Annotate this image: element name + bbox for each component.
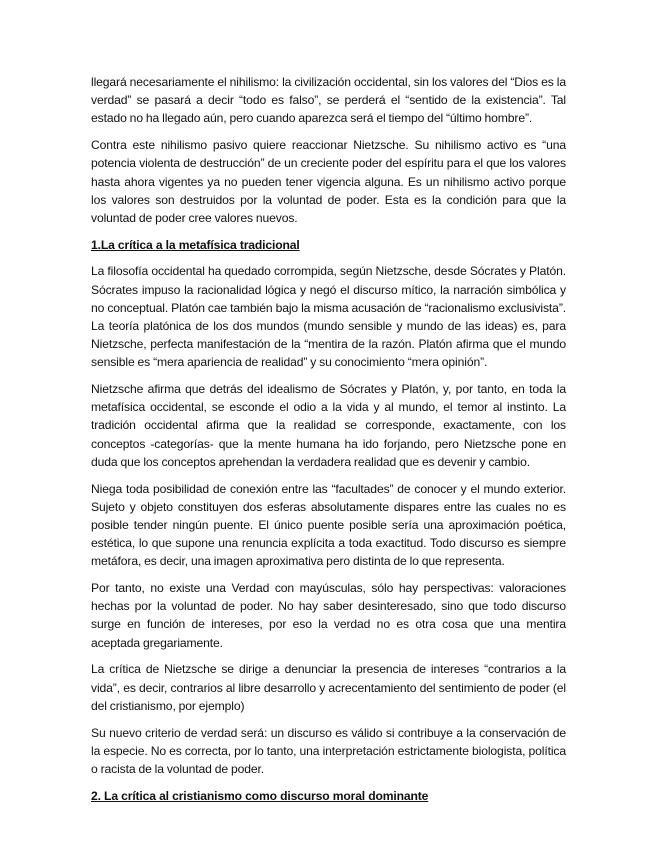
paragraph-perspectives: Por tanto, no existe una Verdad con mayúsculas, sólo hay perspectivas: valoraciones hechas por la voluntad de poder. No hay saber desinteresado, sino que todo discurso surge en función de intereses, por eso la verdad no es otra cosa que una mentira aceptada gregariamente. bbox=[91, 581, 566, 650]
paragraph-nihilism-intro: llegará necesariamente el nihilismo: la civilización occidental, sin los valores del “Dios es la verdad” se pasará a decir “todo es falso”, se perderá el “sentido de la existencia”. Tal estado no ha llegado aún, pero cuando aparezca será el tiempo del “último hombre”. bbox=[91, 75, 566, 126]
paragraph-idealism: Nietzsche afirma que detrás del idealismo de Sócrates y Platón, y, por tanto, en toda la metafísica occidental, se esconde el odio a la vida y al mundo, el temor al instinto. La tradición occidental afirma que la realidad se corresponde, exactamente, con los conceptos -categorías- que la mente humana ha ido forjando, pero Nietzsche pone en duda que los conceptos aprehendan la verdadera realidad que es devenir y cambio. bbox=[91, 382, 566, 469]
paragraph-truth-criterion: Su nuevo criterio de verdad será: un discurso es válido si contribuye a la conservación de la especie. No es correcta, por lo tanto, una interpretación estrictamente biologista, política o racista de la voluntad de poder. bbox=[91, 725, 566, 776]
section-heading-metaphysics: 1.La crítica a la metafísica tradicional bbox=[91, 237, 300, 252]
paragraph-critique-interests: La crítica de Nietzsche se dirige a denunciar la presencia de intereses “contrarios a la vida”, es decir, contrarios al libre desarrollo y acrecentamiento del sentimiento de poder (el del cristianismo, por ejemplo) bbox=[91, 662, 566, 713]
paragraph-subject-object: Niega toda posibilidad de conexión entre las “facultades” de conocer y el mundo exterior. Sujeto y objeto constituyen dos esferas absolutamente dispares entre las cuales no es posible tender ningún puente. El único puente posible sería una aproximación poética, estética, lo que supone una renuncia explícita a toda exactitud. Todo discurso es siempre metáfora, es decir, una imagen aproximativa pero distinta de lo que representa. bbox=[91, 481, 566, 569]
paragraph-socrates-plato: La filosofía occidental ha quedado corrompida, según Nietzsche, desde Sócrates y Platón. Sócrates impuso la racionalidad lógica y negó el discurso mítico, la narración simbólica y no conceptual. Platón cae también bajo la misma acusación de “racionalismo exclusivista”. La teoría platónica de los dos mundos (mundo sensible y mundo de las ideas) es, para Nietzsche, perfecta manifestación de la “mentira de la razón. Platón afirma que el mundo sensible es “mera apariencia de realidad” y su conocimiento “mera opinión”. bbox=[91, 264, 566, 370]
paragraph-active-nihilism: Contra este nihilismo pasivo quiere reaccionar Nietzsche. Su nihilismo activo es “una potencia violenta de destrucción” de un creciente poder del espíritu para el que los valores hasta ahora vigentes ya no pueden tener vigencia alguna. Es un nihilismo activo porque los valores son destruidos por la voluntad de poder. Esta es la condición para que la voluntad de poder cree valores nuevos. bbox=[91, 138, 566, 225]
section-heading-christianity: 2. La crítica al cristianismo como discurso moral dominante bbox=[91, 788, 429, 803]
